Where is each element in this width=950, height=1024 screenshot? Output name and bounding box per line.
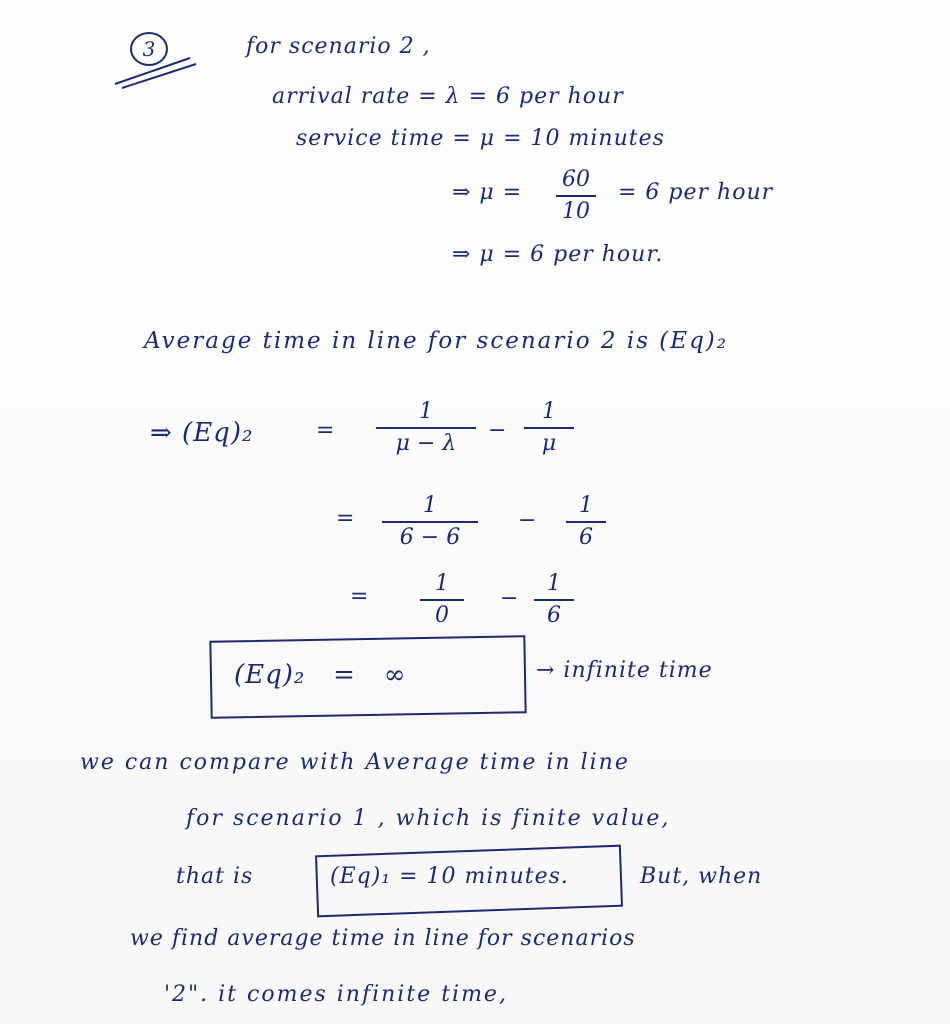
derivation-lhs: ⇒ (Eq)₂ — [150, 418, 254, 448]
fraction-numerator: 1 — [419, 399, 433, 424]
service-time-line: service time = μ = 10 minutes — [296, 126, 665, 151]
conclusion-line-2: for scenario 1 , which is finite value, — [186, 806, 671, 831]
fraction-numerator: 60 — [562, 167, 590, 192]
underline-strokes — [110, 50, 200, 90]
conclusion-line-1: we can compare with Average time in line — [80, 750, 630, 775]
derivation-eq-1: = — [316, 418, 336, 443]
fraction-bar — [420, 599, 464, 601]
fraction-bar — [376, 427, 476, 429]
scenario1-result: (Eq)₁ = 10 minutes. — [330, 864, 569, 889]
conclusion-line-3-post: But, when — [640, 864, 763, 889]
step1-right: = 6 per hour — [618, 180, 774, 205]
fraction-bar — [534, 599, 574, 601]
fraction-bar — [556, 195, 596, 197]
fraction-numerator: 1 — [547, 571, 561, 596]
fraction-1-over-6-a — [566, 494, 606, 550]
fraction-numerator: 1 — [423, 493, 437, 518]
conclusion-line-3-pre: that is — [176, 864, 254, 889]
minus-sign-3: − — [500, 586, 520, 611]
fraction-numerator: 1 — [435, 571, 449, 596]
derivation-eq-2: = — [336, 506, 356, 531]
fraction-1-over-mu — [524, 400, 574, 456]
problem-number: 3 — [142, 37, 156, 61]
arrival-rate-line: arrival rate = λ = 6 per hour — [272, 84, 624, 109]
fraction-numerator: 1 — [579, 493, 593, 518]
fraction-1-over-0 — [420, 572, 464, 628]
fraction-1-over-mu-minus-lambda — [376, 400, 476, 456]
average-time-intro: Average time in line for scenario 2 is (Eq)₂ — [144, 328, 728, 354]
fraction-denominator: 10 — [562, 199, 590, 225]
fraction-bar — [566, 521, 606, 523]
fraction-denominator: 6 − 6 — [399, 525, 461, 551]
conclusion-line-5: '2". it comes infinite time, — [164, 982, 508, 1007]
conclusion-line-4: we find average time in line for scenarios — [130, 926, 636, 951]
minus-sign-2: − — [518, 508, 538, 533]
fraction-denominator: 6 — [547, 603, 561, 629]
fraction-denominator: 0 — [435, 603, 449, 629]
fraction-denominator: μ — [541, 431, 557, 457]
minus-sign-1: − — [488, 418, 508, 443]
step1-left: ⇒ μ = — [452, 180, 523, 205]
scenario-header: for scenario 2 , — [246, 34, 431, 59]
fraction-denominator: μ − λ — [395, 431, 457, 457]
fraction-bar — [524, 427, 574, 429]
infinite-time-label: → infinite time — [536, 658, 713, 683]
fraction-numerator: 1 — [542, 399, 556, 424]
fraction-denominator: 6 — [579, 525, 593, 551]
step2-line: ⇒ μ = 6 per hour. — [452, 242, 664, 267]
fraction-60-over-10 — [556, 168, 596, 224]
fraction-1-over-6-b — [534, 572, 574, 628]
result-expression: (Eq)₂ = ∞ — [234, 660, 407, 690]
fraction-1-over-6-minus-6 — [382, 494, 478, 550]
fraction-bar — [382, 521, 478, 523]
derivation-eq-3: = — [350, 584, 370, 609]
